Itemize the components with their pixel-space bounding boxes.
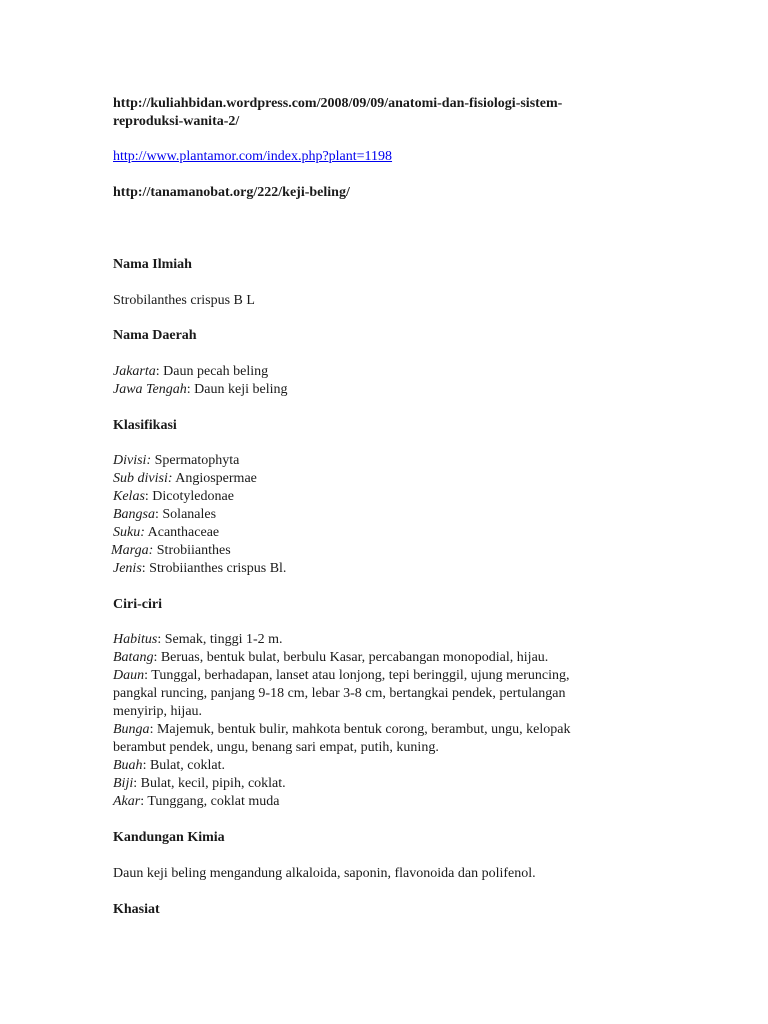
reference-tanamanobat[interactable] <box>113 184 350 202</box>
heading-nama-daerah: Nama Daerah <box>113 328 197 343</box>
ciri-bunga-cont: berambut pendek, ungu, benang sari empat, putih, kuning. <box>113 740 439 755</box>
nama-daerah-list <box>113 363 287 399</box>
ciri-daun-cont: pangkal runcing, panjang 9-18 cm, lebar 3-8 cm, bertangkai pendek, pertulangan <box>113 686 566 701</box>
reference-plantamor[interactable] <box>113 148 392 166</box>
ciri-biji: Biji: Bulat, kecil, pipih, coklat. <box>113 776 286 791</box>
heading-klasifikasi: Klasifikasi <box>113 418 177 433</box>
ciri-ciri-list <box>113 631 570 811</box>
ciri-batang: Batang: Beruas, bentuk bulat, berbulu Kasar, percabangan monopodial, hijau. <box>113 650 549 665</box>
kandungan-kimia-value: Daun keji beling mengandung alkaloida, saponin, flavonoida dan polifenol. <box>113 866 536 881</box>
nama-daerah-item: Jawa Tengah: Daun keji beling <box>113 382 288 397</box>
reference-kuliahbidan-line2[interactable]: reproduksi-wanita-2/ <box>113 114 240 129</box>
klasifikasi-item: Marga: Strobiianthes <box>111 543 231 558</box>
nama-ilmiah-value: Strobilanthes crispus B L <box>113 293 255 308</box>
reference-kuliahbidan[interactable] <box>113 95 562 131</box>
nama-daerah-item: Jakarta: Daun pecah beling <box>113 364 269 379</box>
klasifikasi-item: Sub divisi: Angiospermae <box>113 471 257 486</box>
reference-kuliahbidan-line1[interactable]: http://kuliahbidan.wordpress.com/2008/09/09/anatomi-dan-fisiologi-sistem- <box>113 96 563 111</box>
klasifikasi-item: Bangsa: Solanales <box>113 507 217 522</box>
reference-plantamor-link[interactable]: http://www.plantamor.com/index.php?plant=1198 <box>113 149 393 164</box>
ciri-habitus: Habitus: Semak, tinggi 1-2 m. <box>113 632 283 647</box>
ciri-daun-cont: menyirip, hijau. <box>113 704 203 719</box>
klasifikasi-item: Suku: Acanthaceae <box>113 525 220 540</box>
ciri-daun: Daun: Tunggal, berhadapan, lanset atau lonjong, tepi beringgil, ujung meruncing, <box>113 668 570 683</box>
klasifikasi-item: Jenis: Strobiianthes crispus Bl. <box>113 561 287 576</box>
ciri-bunga: Bunga: Majemuk, bentuk bulir, mahkota bentuk corong, berambut, ungu, kelopak <box>113 722 571 737</box>
heading-nama-ilmiah: Nama Ilmiah <box>113 257 192 272</box>
heading-kandungan-kimia: Kandungan Kimia <box>113 830 225 845</box>
heading-khasiat: Khasiat <box>113 902 160 917</box>
klasifikasi-list <box>113 452 286 578</box>
klasifikasi-item: Divisi: Spermatophyta <box>113 453 240 468</box>
heading-ciri-ciri: Ciri-ciri <box>113 597 162 612</box>
ciri-buah: Buah: Bulat, coklat. <box>113 758 225 773</box>
klasifikasi-item: Kelas: Dicotyledonae <box>113 489 234 504</box>
ciri-akar: Akar: Tunggang, coklat muda <box>113 794 280 809</box>
reference-tanamanobat-text[interactable]: http://tanamanobat.org/222/keji-beling/ <box>113 185 350 200</box>
